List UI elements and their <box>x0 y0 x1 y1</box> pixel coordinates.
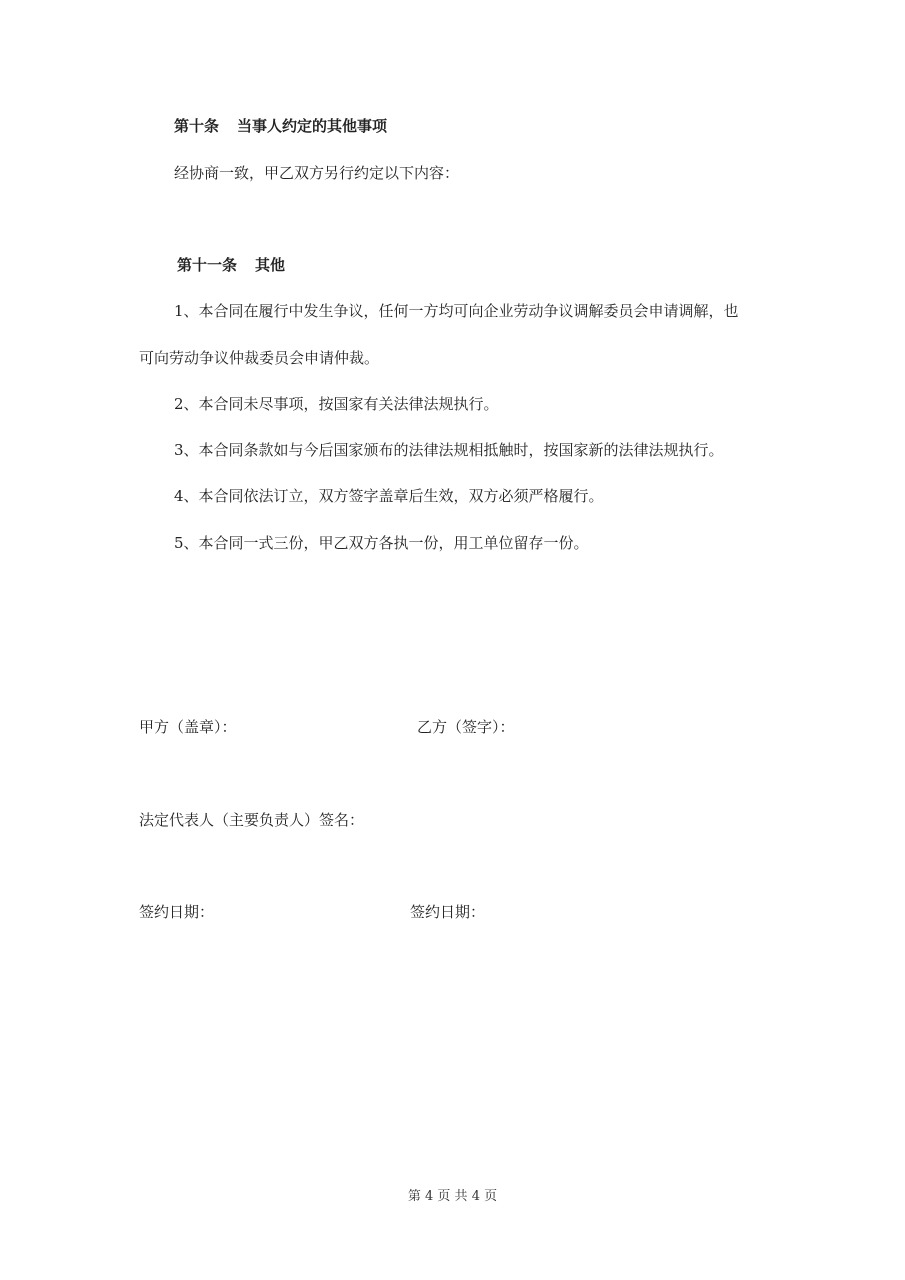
article-11-item-5: 5、本合同一式三份，甲乙双方各执一份，用工单位留存一份。 <box>174 534 589 552</box>
article-10-number: 第十条 <box>174 117 220 135</box>
article-11-number: 第十一条 <box>177 256 238 274</box>
article-10-body: 经协商一致，甲乙双方另行约定以下内容： <box>174 164 460 182</box>
article-11-item-1: 1、本合同在履行中发生争议，任何一方均可向企业劳动争议调解委员会申请调解，也 <box>174 302 739 320</box>
article-11-title: 其他 <box>255 256 286 274</box>
party-a-seal-label: 甲方（盖章）： <box>139 718 237 736</box>
page-number-footer: 第 4 页 共 4 页 <box>407 1189 498 1204</box>
article-10-title: 当事人约定的其他事项 <box>237 117 388 135</box>
article-11-item-2: 2、本合同未尽事项，按国家有关法律法规执行。 <box>174 395 499 413</box>
article-11-item-4: 4、本合同依法订立，双方签字盖章后生效，双方必须严格履行。 <box>174 487 604 505</box>
article-11-item-3: 3、本合同条款如与今后国家颁布的法律法规相抵触时，按国家新的法律法规执行。 <box>174 441 724 459</box>
party-b-signature-label: 乙方（签字）： <box>417 718 515 736</box>
legal-representative-label: 法定代表人（主要负责人）签名： <box>139 811 365 829</box>
party-b-date-label: 签约日期： <box>410 903 486 921</box>
article-10-heading <box>174 116 387 136</box>
article-11-heading <box>177 255 285 275</box>
party-a-date-label: 签约日期： <box>139 903 215 921</box>
article-11-item-1-continued: 可向劳动争议仲裁委员会申请仲裁。 <box>139 349 380 367</box>
